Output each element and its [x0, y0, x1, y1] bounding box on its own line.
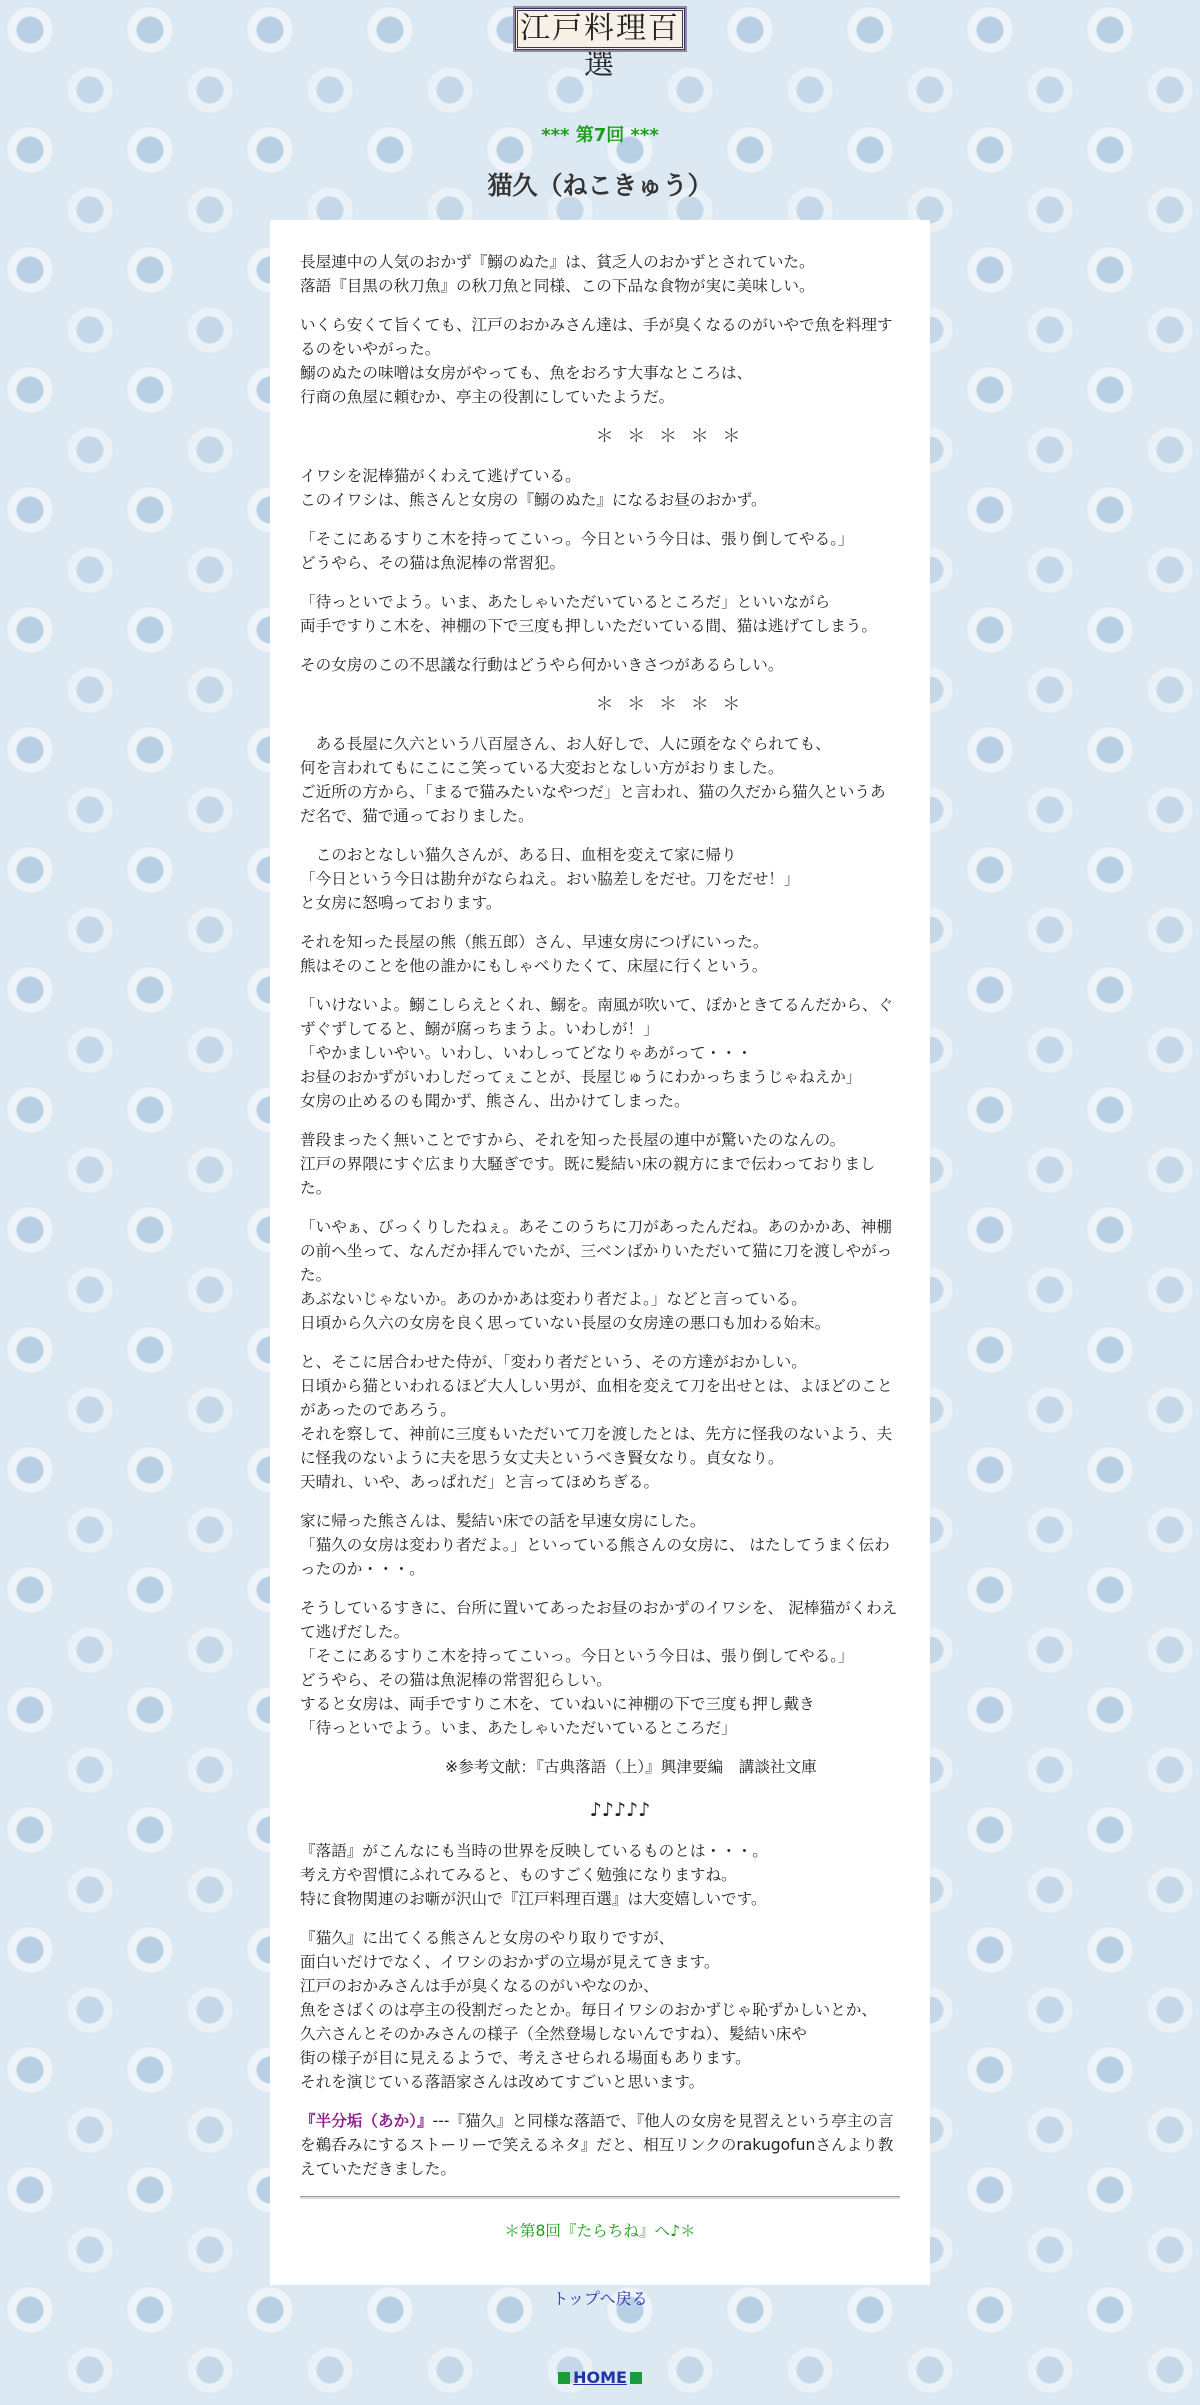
paragraph: 「いけないよ。鰯こしらえとくれ、鰯を。南風が吹いて、ぽかときてるんだから、ぐずぐずしてると、鰯が腐っちまうよ。いわしが！」 「やかましいやい。いわし、いわしってどなりゃあがって・・・ お昼のおかずがいわしだってぇことが、長屋じゅうにわかっちまうじゃねえか」 女房の止めるのも聞かず、熊さん、出かけてしまった。: [300, 996, 894, 1110]
related-story: [300, 2109, 900, 2181]
page-title: 猫久（ねこきゅう）: [487, 171, 713, 200]
horizontal-rule: [300, 2196, 900, 2199]
home-link[interactable]: HOME: [573, 2368, 627, 2387]
article-body: [300, 250, 900, 2243]
paragraph: 『落語』がこんなにも当時の世界を反映しているものとは・・・。 考え方や習慣にふれてみると、ものすごく勉強になりますね。 特に食物関連のお噺が沢山で『江戸料理百選』は大変嬉しいです。: [300, 1842, 768, 1908]
paragraph: 家に帰った熊さんは、髪結い床での話を早速女房にした。 「猫久の女房は変わり者だよ。」といっている熊さんの女房に、 はたしてうまく伝わったのか・・・。: [300, 1512, 890, 1578]
section-divider-stars: ＊ ＊ ＊ ＊ ＊: [595, 694, 745, 715]
episode-number: *** 第7回 ***: [541, 125, 659, 146]
paragraph: ある長屋に久六という八百屋さん、お人好しで、人に頭をなぐられても、 何を言われてもにこにこ笑っている大変おとなしい方がおりました。 ご近所の方から、「まるで猫みたいなやつだ」と言われ、猫の久だから猫久というあだ名で、猫で通っておりました。: [300, 735, 886, 825]
site-logo[interactable]: 江戸料理百選: [515, 8, 685, 50]
paragraph: いくら安くて旨くても、江戸のおかみさん達は、手が臭くなるのがいやで魚を料理するのをいやがった。 鰯のぬたの味噌は女房がやっても、魚をおろす大事なところは、 行商の魚屋に頼むか、亭主の役割にしていたようだ。: [300, 316, 893, 406]
home-link-row: [0, 2368, 1200, 2387]
reference-note: ※参考文献：『古典落語（上）』興津要編 講談社文庫: [445, 1758, 817, 1776]
paragraph: その女房のこの不思議な行動はどうやら何かいきさつがあるらしい。: [300, 656, 784, 674]
content-panel: [270, 220, 930, 2285]
related-story-text: ---『猫久』と同様な落語で、『他人の女房を見習えという亭主の言を鵜呑みにするストーリーで笑えるネタ』だと、相互リンクのrakugofunさんより教えていただきました。: [300, 2112, 894, 2178]
back-to-top-link[interactable]: トップへ戻る: [552, 2289, 648, 2308]
paragraph: このおとなしい猫久さんが、ある日、血相を変えて家に帰り 「今日という今日は勘弁がならねえ。おい脇差しをだせ。刀をだせ！」 と女房に怒鳴っております。: [300, 846, 800, 912]
green-square-icon: [558, 2372, 570, 2384]
section-divider-stars: ＊ ＊ ＊ ＊ ＊: [595, 426, 745, 447]
paragraph: と、そこに居合わせた侍が、「変わり者だという、その方達がおかしい。 日頃から猫といわれるほど大人しい男が、血相を変えて刀を出せとは、よほどのことがあったのであろう。 それを察して、神前に三度もいただいて刀を渡したとは、先方に怪我のないよう、夫に怪我のないように夫を思う女丈夫というべき賢女なり。貞女なり。 天晴れ、いや、あっぱれだ」と言ってほめちぎる。: [300, 1353, 893, 1491]
related-story-link[interactable]: 『半分垢（あか）』: [300, 2112, 433, 2130]
paragraph: 『猫久』に出てくる熊さんと女房のやり取りですが、 面白いだけでなく、イワシのおかずの立場が見えてきます。 江戸のおかみさんは手が臭くなるのがいやなのか、 魚をさばくのは亭主の役割だったとか。毎日イワシのおかずじゃ恥ずかしいとか、 久六さんとそのかみさんの様子（全然登場しないんですね）、髪結い床や 街の様子が目に見えるようで、考えさせられる場面もあります。 それを演じている落語家さんは改めてすごいと思います。: [300, 1929, 877, 2091]
paragraph: 普段まったく無いことですから、それを知った長屋の連中が驚いたのなんの。 江戸の界隈にすぐ広まり大騒ぎです。既に髪結い床の親方にまで伝わっておりました。: [300, 1131, 876, 1197]
paragraph: それを知った長屋の熊（熊五郎）さん、早速女房につげにいった。 熊はそのことを他の誰かにもしゃべりたくて、床屋に行くという。: [300, 933, 769, 975]
paragraph: イワシを泥棒猫がくわえて逃げている。 このイワシは、熊さんと女房の『鰯のぬた』になるお昼のおかず。: [300, 467, 767, 509]
paragraph: 長屋連中の人気のおかず『鰯のぬた』は、貧乏人のおかずとされていた。 落語『目黒の秋刀魚』の秋刀魚と同様、この下品な食物が実に美味しい。: [300, 253, 815, 295]
green-square-icon: [630, 2372, 642, 2384]
music-notes-divider: ♪♪♪♪♪: [589, 1799, 651, 1821]
paragraph: そうしているすきに、台所に置いてあったお昼のおかずのイワシを、 泥棒猫がくわえて逃げだした。 「そこにあるすりこ木を持ってこいっ。今日という今日は、張り倒してやる。」 どうやら、その猫は魚泥棒の常習犯らしい。 すると女房は、両手ですりこ木を、ていねいに神棚の下で三度も押し戴き 「待っといでよう。いま、あたしゃいただいているところだ」: [300, 1599, 898, 1737]
next-episode-link[interactable]: ＊第8回『たらちね』へ♪＊: [504, 2222, 696, 2240]
paragraph: 「そこにあるすりこ木を持ってこいっ。今日という今日は、張り倒してやる。」 どうやら、その猫は魚泥棒の常習犯。: [300, 530, 854, 572]
paragraph: 「待っといでよう。いま、あたしゃいただいているところだ」といいながら 両手ですりこ木を、神棚の下で三度も押しいただいている間、猫は逃げてしまう。: [300, 593, 877, 635]
paragraph: 「いやぁ、びっくりしたねぇ。あそこのうちに刀があったんだね。あのかかあ、神棚の前へ坐って、なんだか拝んでいたが、三ベンばかりいただいて猫に刀を渡しやがった。 あぶないじゃないか。あのかかあは変わり者だよ。」などと言っている。 日頃から久六の女房を良く思っていない長屋の女房達の悪口も加わる始末。: [300, 1218, 893, 1332]
logo-area: [0, 8, 1200, 82]
